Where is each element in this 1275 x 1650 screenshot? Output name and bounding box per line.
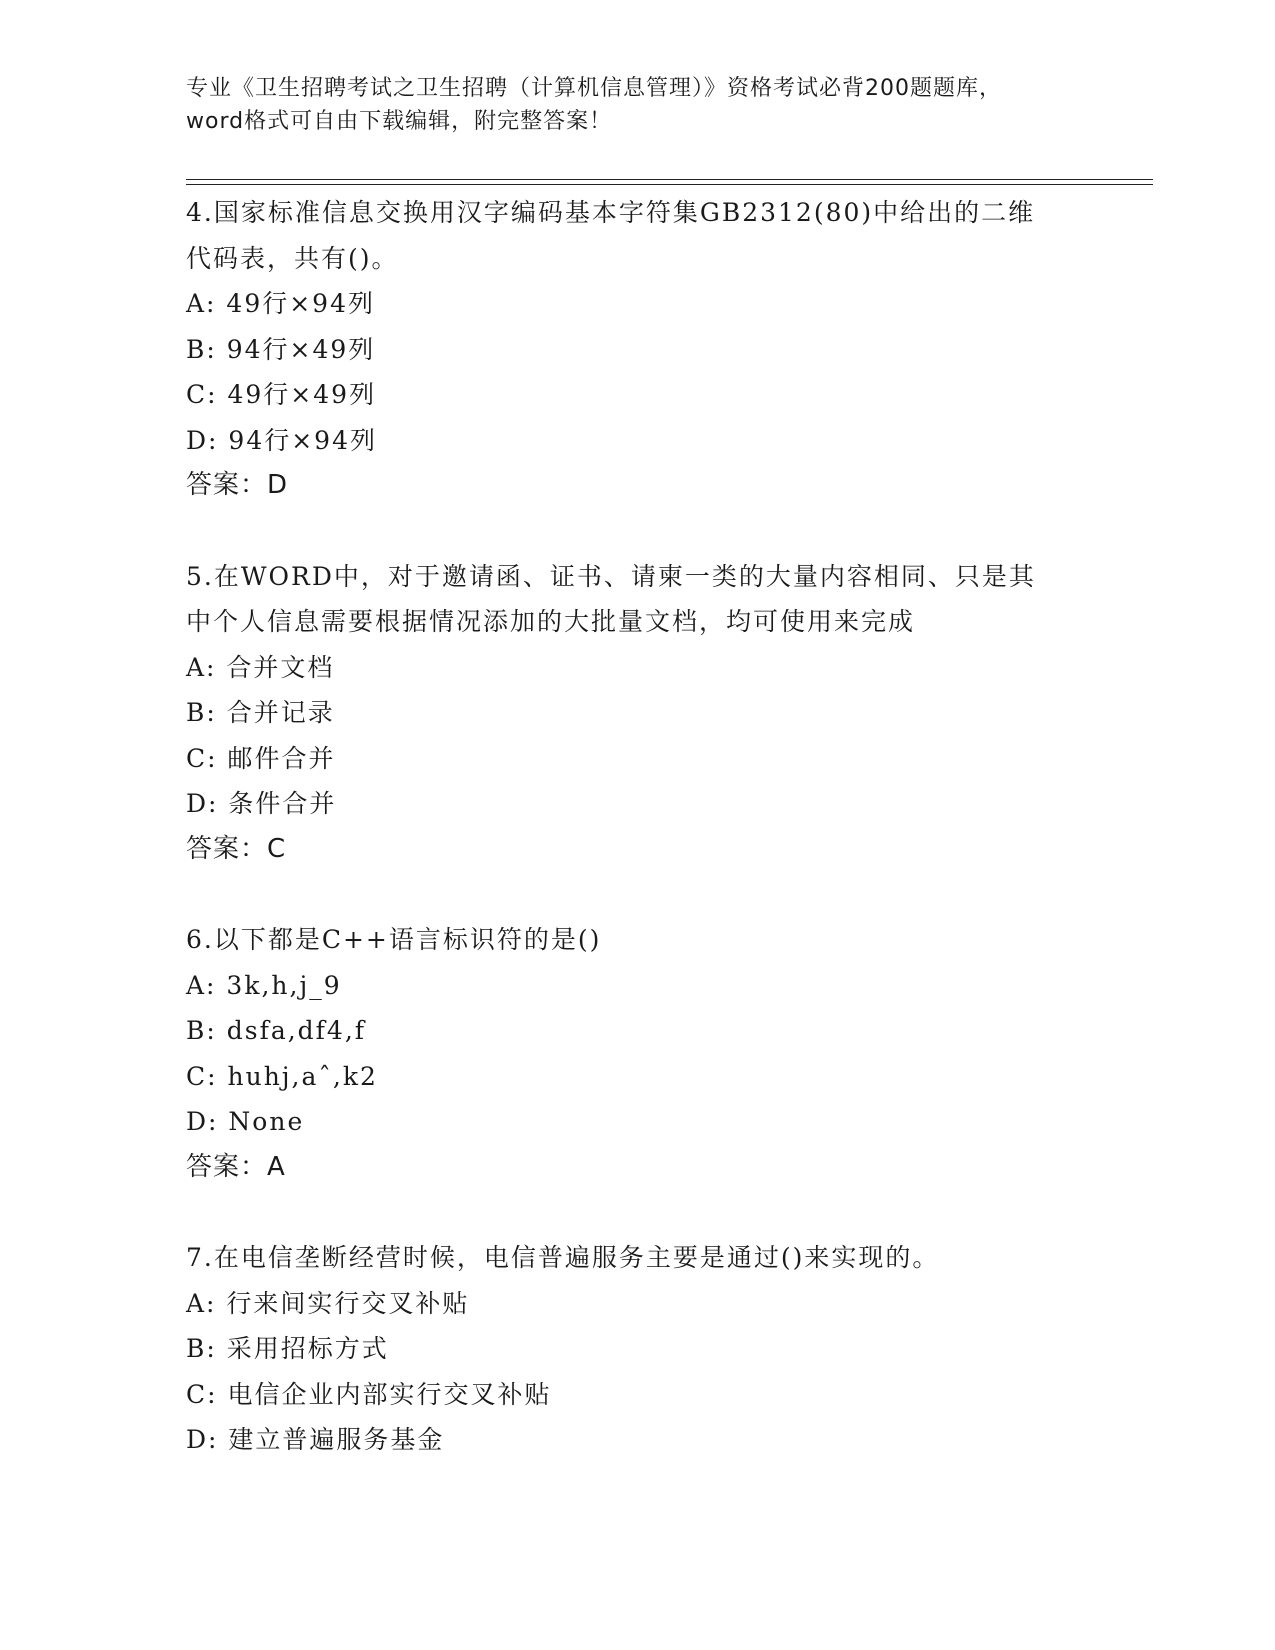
header-title-line-2: word格式可自由下载编辑，附完整答案！ <box>186 109 613 134</box>
option-c: C: 邮件合并 <box>186 743 336 773</box>
option-c: C: huhj,aˆ,k2 <box>186 1061 378 1091</box>
question-4 <box>186 190 1086 509</box>
option-b: B: 采用招标方式 <box>186 1334 389 1363</box>
option-c: C: 电信企业内部实行交叉补贴 <box>186 1379 552 1409</box>
option-d: D: 条件合并 <box>186 789 337 818</box>
option-b: B: 合并记录 <box>186 698 335 727</box>
answer: 答案：C <box>186 833 287 864</box>
question-6 <box>186 917 1086 1190</box>
question-text-continued: 代码表，共有()。 <box>186 243 399 273</box>
spacer <box>186 509 1086 554</box>
document-header <box>186 72 1086 138</box>
option-b: B: dsfa,df4,f <box>186 1016 367 1045</box>
option-d: D: 94行×94列 <box>186 425 377 455</box>
question-list <box>186 190 1086 1463</box>
header-divider-top <box>186 179 1153 180</box>
option-d: D: 建立普遍服务基金 <box>186 1425 445 1454</box>
option-b: B: 94行×49列 <box>186 334 376 364</box>
question-text: 7.在电信垄断经营时候，电信普遍服务主要是通过()来实现的。 <box>186 1243 940 1272</box>
answer: 答案：D <box>186 470 289 500</box>
header-divider-bottom <box>186 184 1153 185</box>
header-title-line-1: 专业《卫生招聘考试之卫生招聘（计算机信息管理）》资格考试必背200题题库， <box>186 76 1002 101</box>
question-5 <box>186 554 1086 873</box>
option-d: D: None <box>186 1107 305 1136</box>
answer: 答案：A <box>186 1151 286 1182</box>
question-text: 4.国家标准信息交换用汉字编码基本字符集GB2312(80)中给出的二维 <box>186 198 1036 227</box>
question-text: 6.以下都是C++语言标识符的是() <box>186 925 602 954</box>
option-a: A: 行来间实行交叉补贴 <box>186 1288 470 1318</box>
question-7 <box>186 1235 1086 1463</box>
option-a: A: 3k,h,j_9 <box>186 970 342 1000</box>
option-a: A: 合并文档 <box>186 652 335 682</box>
question-text-continued: 中个人信息需要根据情况添加的大批量文档，均可使用来完成 <box>186 607 916 636</box>
option-a: A: 49行×94列 <box>186 289 375 318</box>
spacer <box>186 1190 1086 1235</box>
option-c: C: 49行×49列 <box>186 380 377 409</box>
spacer <box>186 872 1086 917</box>
question-text: 5.在WORD中，对于邀请函、证书、请柬一类的大量内容相同、只是其 <box>186 561 1036 591</box>
